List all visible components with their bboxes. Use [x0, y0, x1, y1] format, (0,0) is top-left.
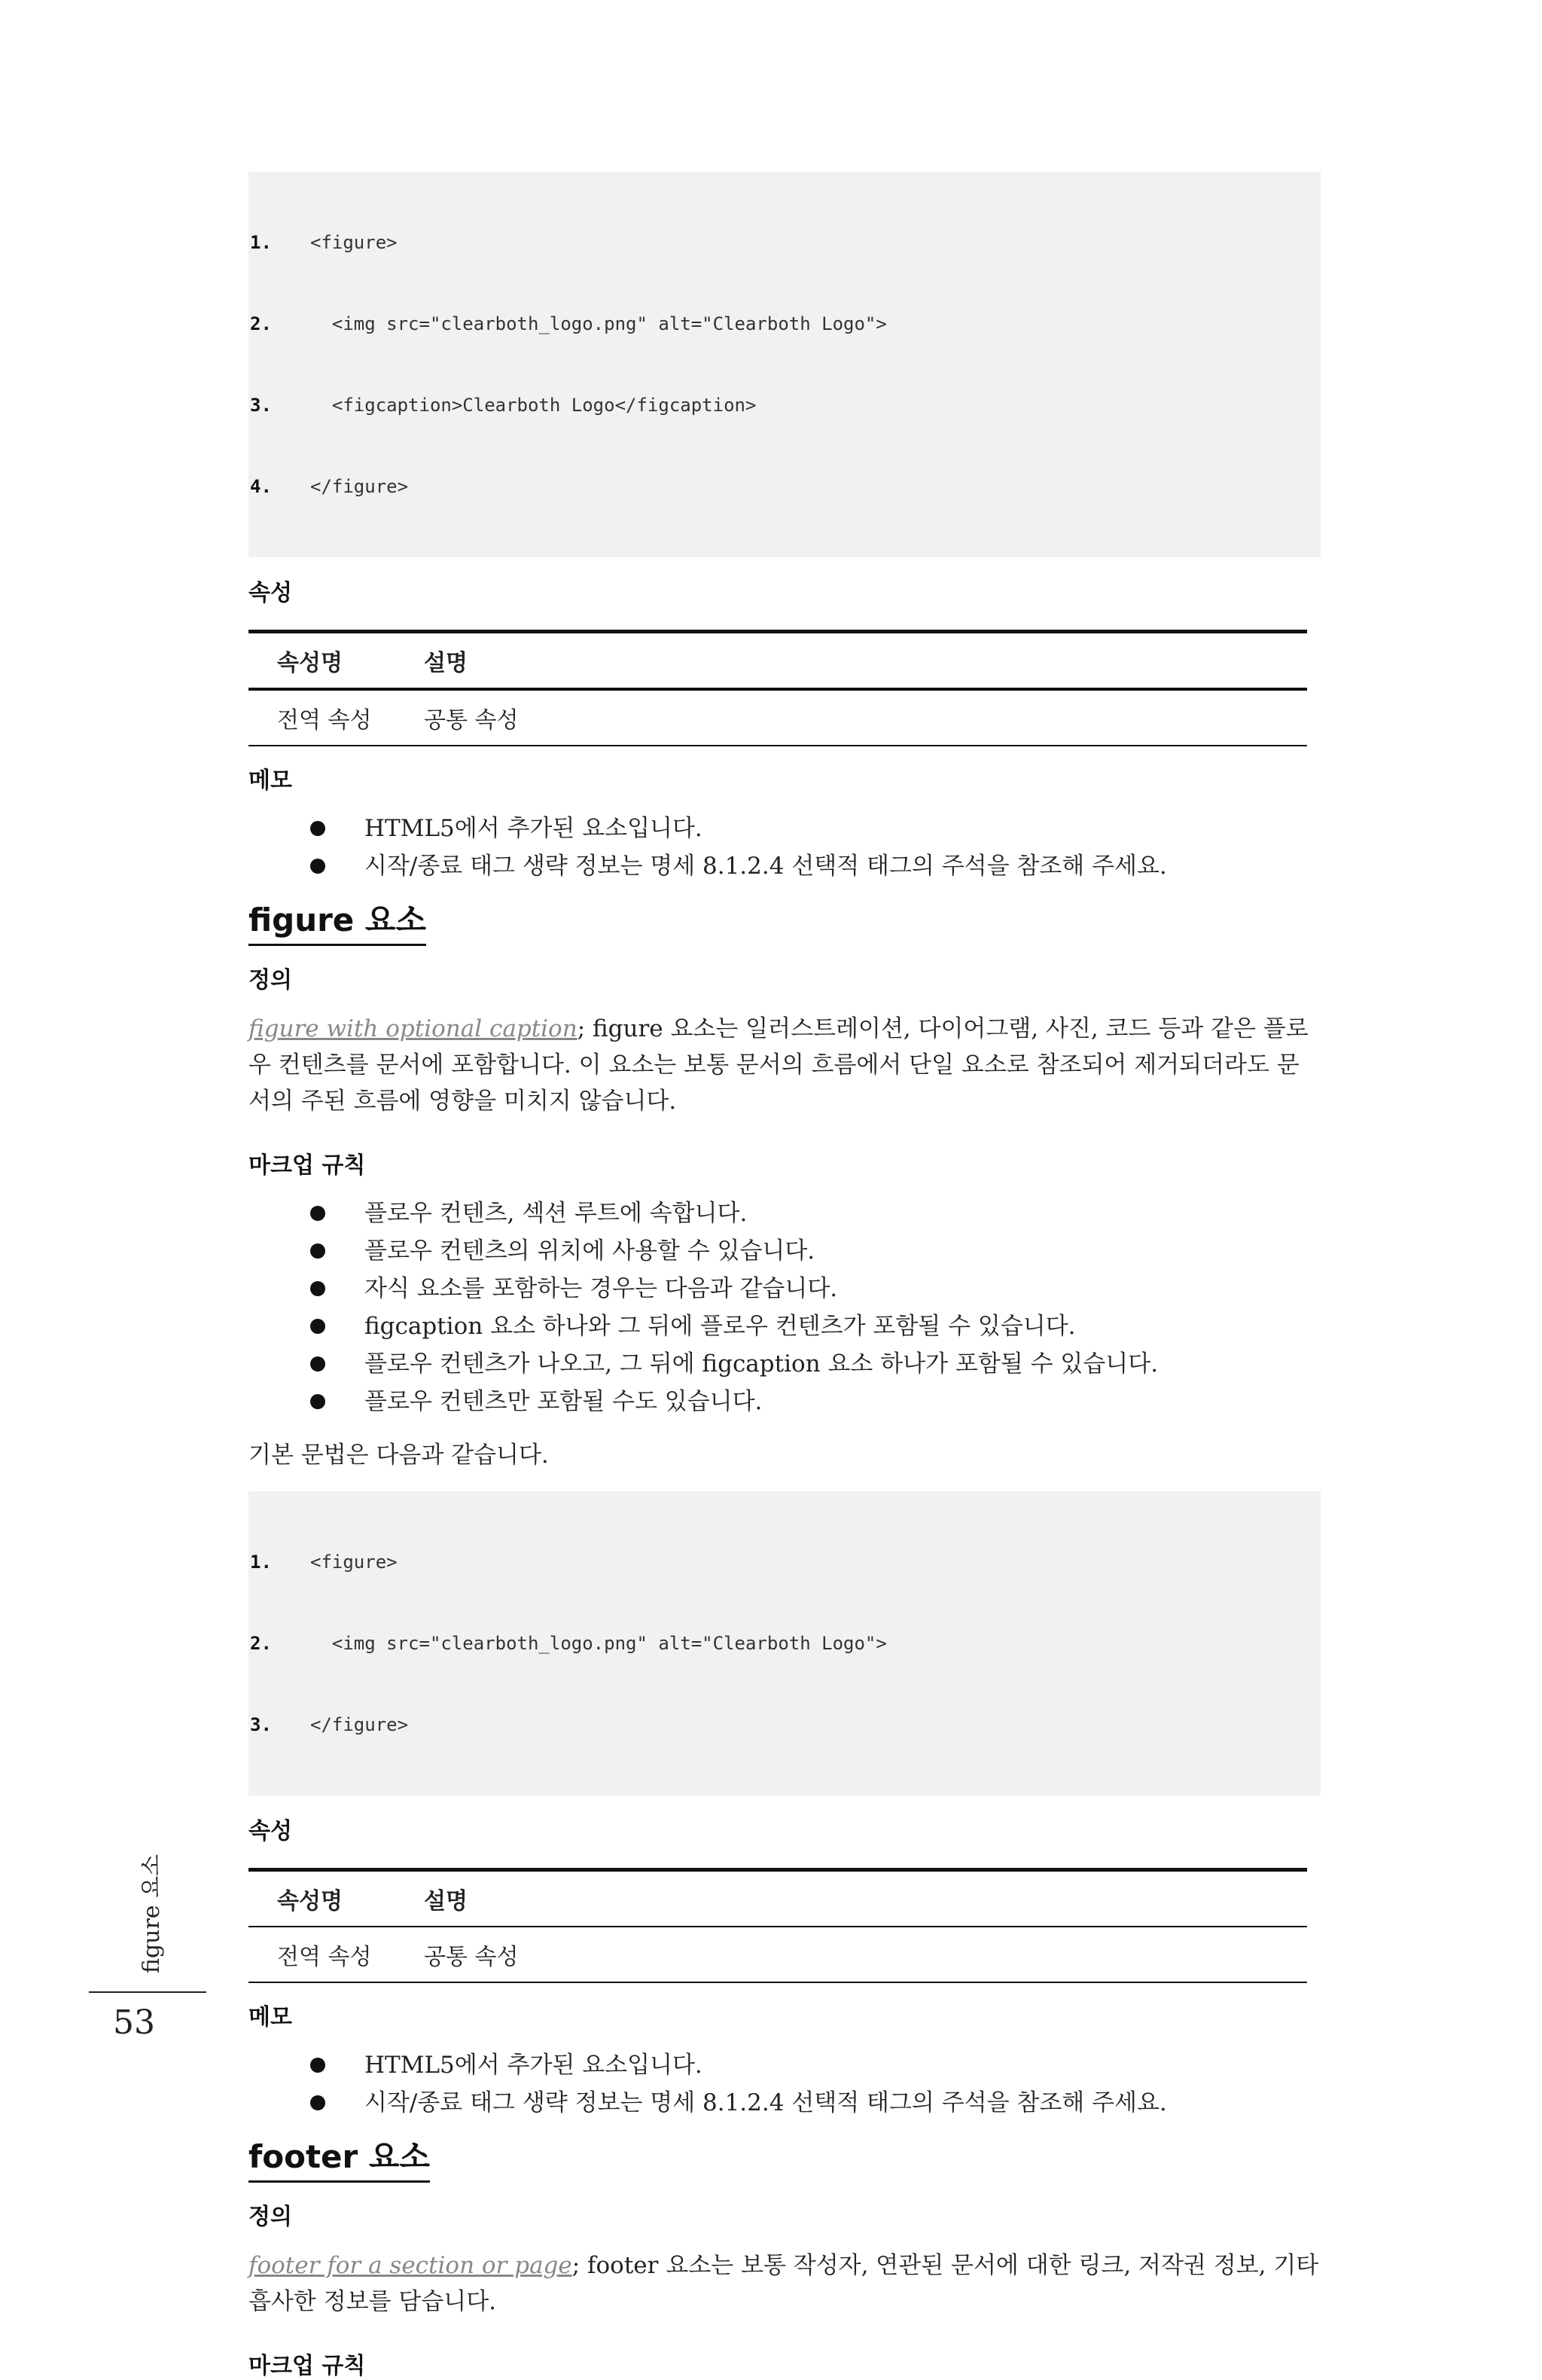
memo-list [248, 2046, 1321, 2122]
list-item: figcaption 요소 하나와 그 뒤에 플로우 컨텐츠가 포함될 수 있습니다. [310, 1307, 1321, 1345]
code-text: <figure> [310, 232, 398, 253]
list-item: 플로우 컨텐츠, 섹션 루트에 속합니다. [310, 1195, 1321, 1232]
table-header-row [248, 1872, 1307, 1926]
header-description: 설명 [424, 650, 468, 676]
memo-heading: 메모 [248, 2004, 292, 2031]
code-line [248, 1630, 1321, 1657]
syntax-intro: 기본 문법은 다음과 같습니다. [248, 1442, 549, 1469]
code-text: <figcaption>Clearboth Logo</figcaption> [310, 395, 757, 416]
cell-attr-name: 전역 속성 [277, 707, 372, 734]
line-number: 3. [250, 395, 272, 416]
table-header-row [248, 633, 1307, 688]
attributes-heading: 속성 [248, 580, 292, 606]
spec-link[interactable]: figure with optional caption [248, 1015, 577, 1042]
list-item: HTML5에서 추가된 요소입니다. [310, 2046, 1321, 2084]
table-row [248, 691, 1307, 745]
side-section-label [134, 1842, 164, 1985]
code-line [248, 392, 1321, 419]
page-number: 53 [113, 2003, 155, 2042]
cell-description: 공통 속성 [424, 707, 519, 734]
list-item: 시작/종료 태그 생략 정보는 명세 8.1.2.4 선택적 태그의 주석을 참조해 주세요. [310, 2084, 1321, 2122]
definition-heading: 정의 [248, 2204, 292, 2230]
code-text: <figure> [310, 1552, 398, 1573]
header-attr-name: 속성명 [277, 650, 343, 676]
definition-text: ; figure 요소는 일러스트레이션, 다이어그램, 사진, 코드 등과 같은 플로우 컨텐츠를 문서에 포함합니다. 이 요소는 보통 문서의 흐름에서 단일 요소로 참조되어 제거되더라도 문서의 주된 흐름에 영향을 미치지 않습니다. [248, 1015, 1309, 1115]
spec-link[interactable]: footer for a section or page [248, 2252, 572, 2279]
memo-heading: 메모 [248, 767, 292, 794]
section-title-footer: footer 요소 [248, 2137, 430, 2183]
memo-list [248, 810, 1321, 885]
code-text: <img src="clearboth_logo.png" alt="Clearboth Logo"> [310, 313, 887, 334]
markup-rules-heading: 마크업 규칙 [248, 1152, 366, 1179]
line-number: 2. [250, 313, 272, 334]
code-line [248, 473, 1321, 500]
table-row [248, 1927, 1307, 1982]
code-line [248, 1711, 1321, 1738]
definition-paragraph [248, 2247, 1321, 2320]
section-title-figure: figure 요소 [248, 900, 426, 946]
attributes-heading: 속성 [248, 1818, 292, 1844]
line-number: 1. [250, 232, 272, 253]
list-item: 시작/종료 태그 생략 정보는 명세 8.1.2.4 선택적 태그의 주석을 참조해 주세요. [310, 847, 1321, 885]
code-text: </figure> [310, 1714, 409, 1735]
code-text: <img src="clearboth_logo.png" alt="Clearboth Logo"> [310, 1633, 887, 1654]
definition-text: ; footer 요소는 보통 작성자, 연관된 문서에 대한 링크, 저작권 정보, 기타 흡사한 정보를 담습니다. [248, 2252, 1319, 2315]
definition-heading: 정의 [248, 967, 292, 993]
page-content [248, 172, 1321, 2380]
header-attr-name: 속성명 [277, 1888, 343, 1915]
header-description: 설명 [424, 1888, 468, 1915]
attributes-table [248, 1868, 1307, 1983]
cell-attr-name: 전역 속성 [277, 1944, 372, 1970]
side-label-text: figure 요소 [139, 1854, 165, 1974]
code-text: </figure> [310, 476, 409, 497]
code-block-basic-syntax [248, 1491, 1321, 1796]
attributes-table [248, 630, 1307, 746]
line-number: 3. [250, 1714, 272, 1735]
code-line [248, 229, 1321, 256]
list-item: 자식 요소를 포함하는 경우는 다음과 같습니다. [310, 1270, 1321, 1307]
list-item: 플로우 컨텐츠만 포함될 수도 있습니다. [310, 1383, 1321, 1420]
code-line [248, 1549, 1321, 1576]
side-divider [89, 1991, 206, 1993]
markup-rules-heading: 마크업 규칙 [248, 2353, 366, 2379]
line-number: 4. [250, 476, 272, 497]
definition-paragraph [248, 1011, 1321, 1119]
markup-rules-list [248, 1195, 1321, 1420]
list-item: HTML5에서 추가된 요소입니다. [310, 810, 1321, 847]
cell-description: 공통 속성 [424, 1944, 519, 1970]
code-line [248, 310, 1321, 337]
line-number: 1. [250, 1552, 272, 1573]
list-item: 플로우 컨텐츠의 위치에 사용할 수 있습니다. [310, 1232, 1321, 1270]
line-number: 2. [250, 1633, 272, 1654]
code-block-figcaption [248, 172, 1321, 557]
list-item: 플로우 컨텐츠가 나오고, 그 뒤에 figcaption 요소 하나가 포함될 수 있습니다. [310, 1345, 1321, 1383]
